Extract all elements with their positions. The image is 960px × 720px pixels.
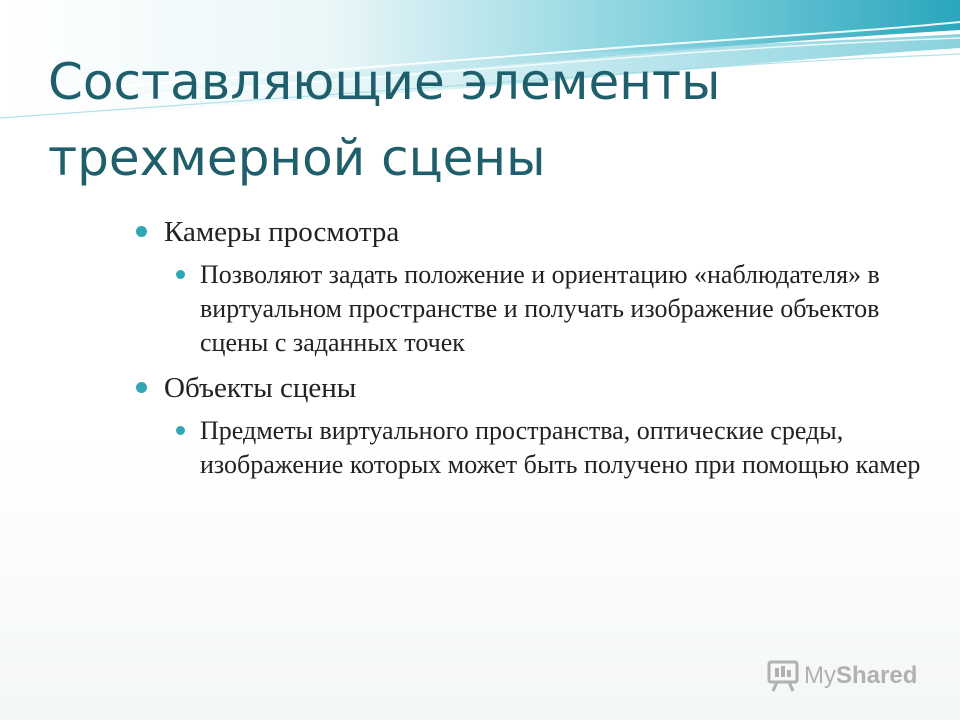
bullet-item-cameras xyxy=(136,212,926,252)
title-line-1: Составляющие элементы xyxy=(48,53,721,111)
bullet-dot-icon xyxy=(176,270,185,279)
watermark-text: MyShared xyxy=(804,662,918,689)
myshared-watermark xyxy=(766,656,917,696)
bullet-dot-icon xyxy=(136,226,147,237)
sub-bullet-item-cameras xyxy=(176,258,926,360)
bullet-dot-icon xyxy=(176,426,185,435)
bullet-label: Камеры просмотра xyxy=(164,216,400,248)
slide-title xyxy=(48,44,908,196)
sub-bullet-item-objects xyxy=(176,414,926,482)
bullet-item-objects xyxy=(136,368,926,408)
sub-bullet-text: Предметы виртуального пространства, оптические среды, изображение которых может быть получено при помощью камер xyxy=(200,416,921,479)
sub-bullet-text: Позволяют задать положение и ориентацию «наблюдателя» в виртуальном пространстве и получать изображение объектов сцены с заданных точек xyxy=(200,260,880,357)
bullet-dot-icon xyxy=(136,382,147,393)
bullet-list xyxy=(136,212,926,490)
bullet-label: Объекты сцены xyxy=(164,372,357,404)
presentation-board-icon xyxy=(766,659,800,693)
title-line-2: трехмерной сцены xyxy=(48,129,546,187)
